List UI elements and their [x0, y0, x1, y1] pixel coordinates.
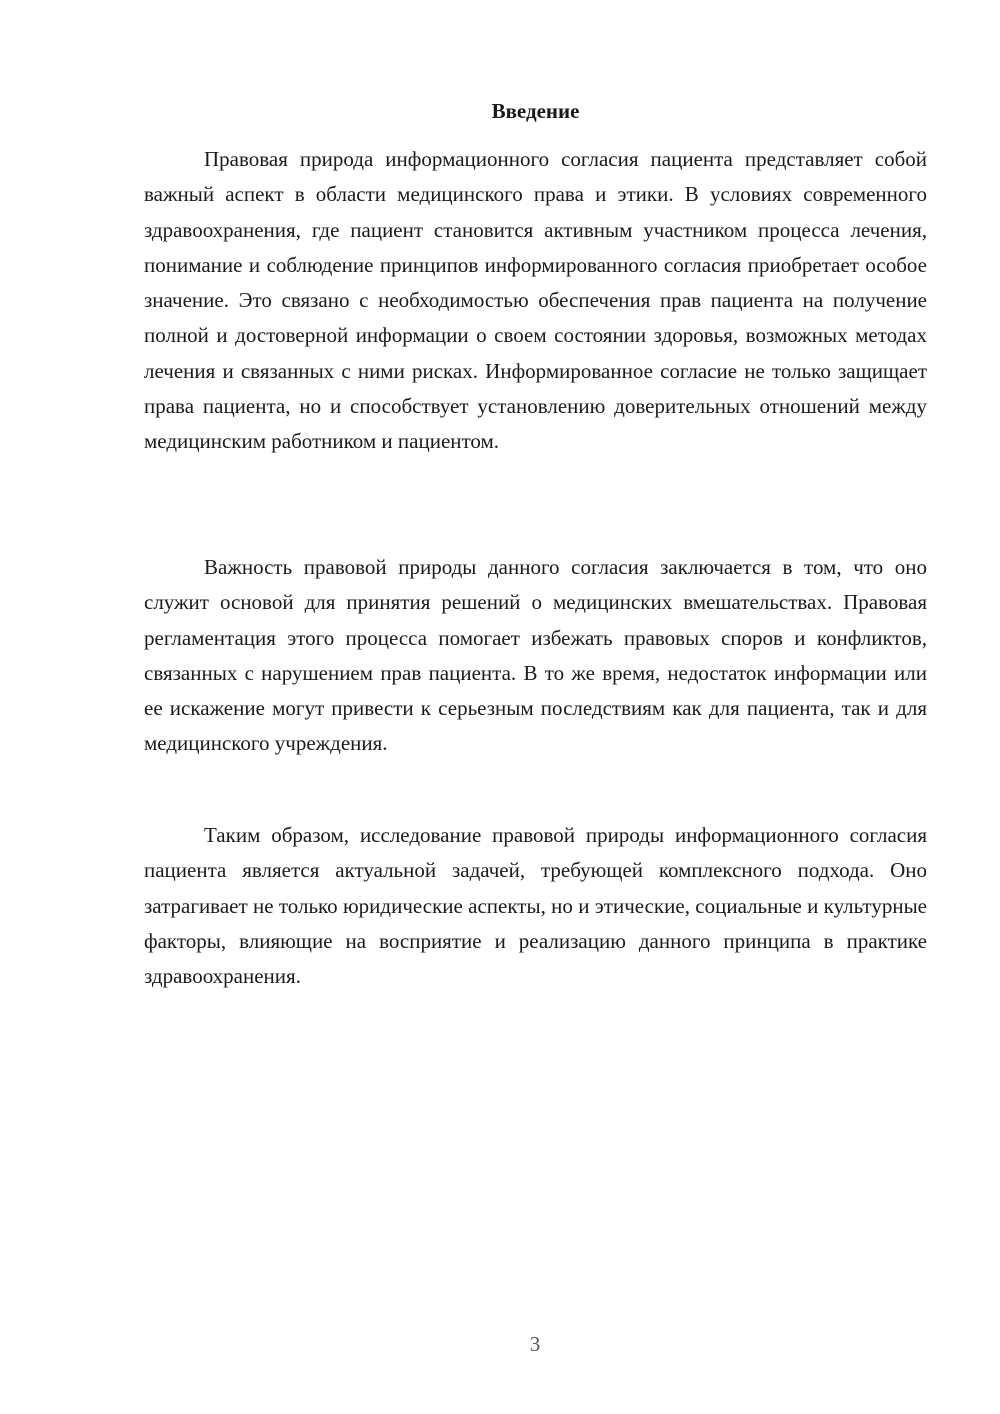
- paragraph-2: Важность правовой природы данного согласия заключается в том, что оно служит основой для принятия решений о медицинских вмешательствах. Правовая регламентация этого процесса помогает избежать правовых споров и конфликтов, связанных с нарушением прав пациента. В то же время, недостаток информации или ее искажение могут привести к серьезным последствиям как для пациента, так и для медицинского учреждения.: [144, 555, 927, 756]
- page-number: 3: [529, 1332, 541, 1356]
- section-heading: Введение: [491, 99, 580, 123]
- paragraph-1: Правовая природа информационного согласия пациента представляет собой важный аспект в области медицинского права и этики. В условиях современного здравоохранения, где пациент становится активным участником процесса лечения, понимание и соблюдение принципов информированного согласия приобретает особое значение. Это связано с необходимостью обеспечения прав пациента на получение полной и достоверной информации о своем состоянии здоровья, возможных методах лечения и связанных с ними рисках. Информированное согласие не только защищает права пациента, но и способствует установлению доверительных отношений между медицинским работником и пациентом.: [144, 147, 927, 454]
- paragraph-3: Таким образом, исследование правовой природы информационного согласия пациента является актуальной задачей, требующей комплексного подхода. Оно затрагивает не только юридические аспекты, но и этические, социальные и культурные факторы, влияющие на восприятие и реализацию данного принципа в практике здравоохранения.: [144, 823, 927, 989]
